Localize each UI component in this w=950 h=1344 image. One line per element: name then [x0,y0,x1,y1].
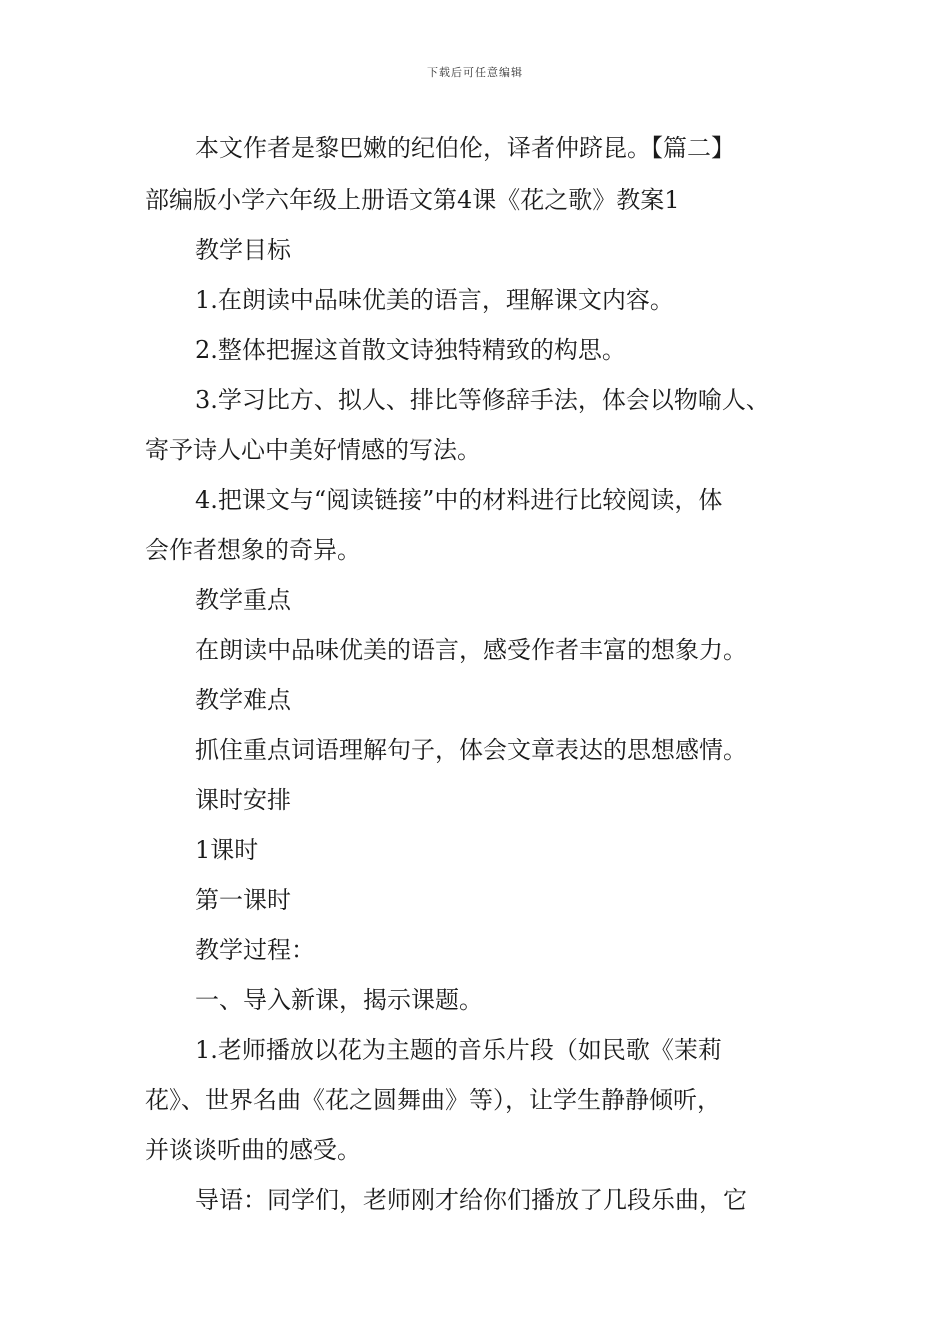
body-line: 会作者想象的奇异。 [145,536,361,564]
body-line: 一、导入新课，揭示课题。 [195,986,483,1014]
body-line: 1.在朗读中品味优美的语言，理解课文内容。 [195,286,674,314]
section-heading: 教学难点 [195,686,291,714]
body-line: 花》、世界名曲《花之圆舞曲》等），让学生静静倾听， [145,1086,721,1114]
body-line: 在朗读中品味优美的语言，感受作者丰富的想象力。 [195,636,747,664]
section-heading: 教学目标 [195,236,291,264]
body-line: 部编版小学六年级上册语文第4课《花之歌》教案1 [145,186,680,214]
body-line: 导语：同学们，老师刚才给你们播放了几段乐曲，它 [195,1186,747,1214]
body-line: 本文作者是黎巴嫩的纪伯伦，译者仲跻昆。【篇二】 [195,134,735,162]
body-line: 第一课时 [195,886,291,914]
body-line: 2.整体把握这首散文诗独特精致的构思。 [195,336,626,364]
body-line: 1.老师播放以花为主题的音乐片段（如民歌《茉莉 [195,1036,722,1064]
body-line: 1课时 [195,836,259,864]
body-line: 抓住重点词语理解句子，体会文章表达的思想感情。 [195,736,747,764]
section-heading: 教学重点 [195,586,291,614]
body-line: 3.学习比方、拟人、排比等修辞手法，体会以物喻人、 [195,386,770,414]
section-heading: 教学过程： [195,936,315,964]
body-line: 并谈谈听曲的感受。 [145,1136,361,1164]
page-header: 下载后可任意编辑 [427,66,523,79]
body-line: 4.把课文与“阅读链接”中的材料进行比较阅读，体 [195,486,723,514]
body-line: 寄予诗人心中美好情感的写法。 [145,436,481,464]
section-heading: 课时安排 [195,786,291,814]
